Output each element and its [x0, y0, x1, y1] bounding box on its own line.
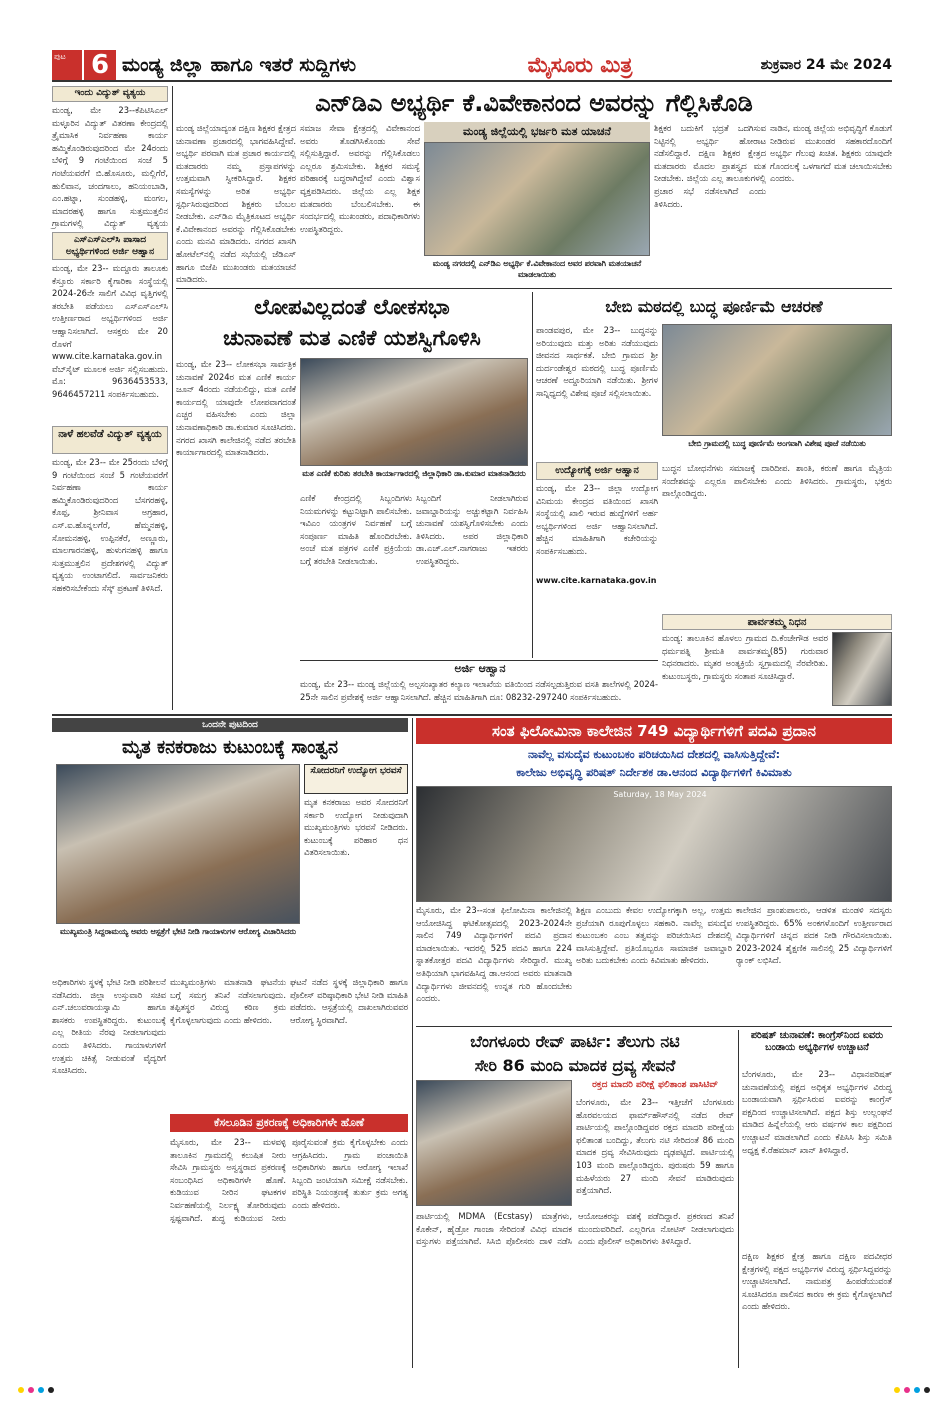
registration-dots	[840, 1378, 930, 1390]
lead-col1: ಮಂಡ್ಯ ಜಿಲ್ಲೆಯಾದ್ಯಂತ ದಕ್ಷಿಣ ಶಿಕ್ಷಕರ ಕ್ಷೇತ್ರದ ಚುನಾವಣಾ ಪ್ರಚಾರದಲ್ಲಿ ಭಾಗವಹಿಸಿದ್ದೇವೆ. ಅಭ್ಯರ್ಥಿ ಪರವಾಗಿ ಮತ ಪ್ರಚಾರ ಕಾರ್ಯದಲ್ಲಿ ಮತದಾರರು ನಮ್ಮ ಪ್ರಸ್ತಾಪಗಳನ್ನು ಉತ್ತಮವಾಗಿ ಸ್ವೀಕರಿಸಿದ್ದಾರೆ. ಶಿಕ್ಷಕರ ಸಮಸ್ಯೆಗಳನ್ನು ಅರಿತ ಅಭ್ಯರ್ಥಿ ಸ್ಪರ್ಧಿಸಿರುವುದರಿಂದ ಶಿಕ್ಷಕರು ಬೆಂಬಲ ನೀಡಬೇಕು. ಎನ್‌ಡಿಎ ಮೈತ್ರಿಕೂಟದ ಅಭ್ಯರ್ಥಿ ಕೆ.ವಿವೇಕಾನಂದ ಅವರನ್ನು ಗೆಲ್ಲಿಸಿಕೊಡಬೇಕು ಎಂದು ಮನವಿ ಮಾಡಿದರು. ನಗರದ ಖಾಸಗಿ ಹೋಟೆಲ್‌ನಲ್ಲಿ ನಡೆದ ಸಭೆಯಲ್ಲಿ ಜೆಡಿಎಸ್ ಹಾಗೂ ಬಿಜೆಪಿ ಮುಖಂಡರು ಮತಯಾಚನೆ ಮಾಡಿದರು.	[176, 123, 296, 285]
kanakaraju-photo	[56, 764, 300, 924]
buddha-photo-caption: ಬೇಬಿ ಗ್ರಾಮದಲ್ಲಿ ಬುದ್ಧ ಪೂರ್ಣಿಮೆ ಅಂಗವಾಗಿ ವಿಶೇಷ ಪೂಜೆ ನಡೆಯಿತು	[688, 439, 866, 448]
page-label-box	[52, 50, 82, 80]
rave-headline-1: ಬೆಂಗಳೂರು ರೇವ್ ಪಾರ್ಟಿ: ತೆಲುಗು ನಟಿ	[470, 1032, 680, 1051]
obituary-portrait	[832, 632, 892, 706]
obituary-text: ಮಂಡ್ಯ: ತಾಲೂಕಿನ ಹೊಳಲು ಗ್ರಾಮದ ದಿ.ಕೆಂಚೇಗೌಡ ಅವರ ಧರ್ಮಪತ್ನಿ ಶ್ರೀಮತಿ ಪಾರ್ವತಮ್ಮ(85) ಗುರುವಾರ ನಿಧನರಾದರು. ಮೃತರ ಅಂತ್ಯಕ್ರಿಯೆ ಸ್ವಗ್ರಾಮದಲ್ಲಿ ನೆರವೇರಿತು. ಕುಟುಂಬಸ್ಥರು, ಗ್ರಾಮಸ್ಥರು ಸಂತಾಪ ಸೂಚಿಸಿದ್ದಾರೆ.	[662, 633, 828, 681]
horizontal-rule	[416, 1026, 892, 1027]
page-number: 6	[84, 50, 116, 80]
philomena-photo	[416, 786, 892, 902]
lokasabha-headline-1: ಲೋಪವಿಲ್ಲದಂತೆ ಲೋಕಸಭಾ	[254, 295, 450, 319]
lokasabha-photo	[300, 358, 528, 466]
philomena-col1: ಮೈಸೂರು, ಮೇ 23--ಸಂತ ಫಿಲೋಮಿನಾ ಕಾಲೇಜಿನಲ್ಲಿ ಆಯೋಜಿಸಿದ್ದ ಘಟಿಕೋತ್ಸವದಲ್ಲಿ 2023-2024ನೇ ಸಾಲಿನ 749 ವಿದ್ಯಾರ್ಥಿಗಳಿಗೆ ಪದವಿ ಪ್ರದಾನ ಮಾಡಲಾಯಿತು. ಇದರಲ್ಲಿ 525 ಪದವಿ ಹಾಗೂ 224 ಸ್ನಾತಕೋತ್ತರ ಪದವಿ ವಿದ್ಯಾರ್ಥಿಗಳು ಸೇರಿದ್ದಾರೆ. ಮುಖ್ಯ ಅತಿಥಿಯಾಗಿ ಭಾಗವಹಿಸಿದ್ದ ಡಾ.ಆನಂದ ಅವರು ಮಾತನಾಡಿ ವಿದ್ಯಾರ್ಥಿಗಳು ಜೀವನದಲ್ಲಿ ಉನ್ನತ ಗುರಿ ಹೊಂದಬೇಕು ಎಂದರು.	[416, 905, 572, 1004]
philomena-col3: ಕಾಲೇಜಿನ ಪ್ರಾಂಶುಪಾಲರು, ಆಡಳಿತ ಮಂಡಳಿ ಸದಸ್ಯರು ಉಪಸ್ಥಿತರಿದ್ದರು. 65% ಅಂಕಗಳೊಂದಿಗೆ ಉತ್ತೀರ್ಣರಾದ ವಿದ್ಯಾರ್ಥಿಗಳಿಗೆ ಚಿನ್ನದ ಪದಕ ನೀಡಿ ಗೌರವಿಸಲಾಯಿತು. 2023-2024 ಶೈಕ್ಷಣಿಕ ಸಾಲಿನಲ್ಲಿ 25 ವಿದ್ಯಾರ್ಥಿಗಳಿಗೆ ರ‍್ಯಾಂಕ್ ಲಭಿಸಿದೆ.	[736, 905, 892, 966]
rave-text2: ಪಾರ್ಟಿಯಲ್ಲಿ MDMA (Ecstasy) ಮಾತ್ರೆಗಳು, ಕೊಕೇನ್, ಹೈಡ್ರೋ ಗಾಂಜಾ ಸೇರಿದಂತೆ ವಿವಿಧ ಮಾದಕ ವಸ್ತುಗಳು ಪತ್ತೆಯಾಗಿವೆ. ಸಿಸಿಬಿ ಪೊಲೀಸರು ದಾಳಿ ನಡೆಸಿ ಆಯೋಜಕರನ್ನು ವಶಕ್ಕೆ ಪಡೆದಿದ್ದಾರೆ. ಪ್ರಕರಣದ ತನಿಖೆ ಮುಂದುವರಿದಿದೆ. ಎಲ್ಲರಿಗೂ ನೋಟಿಸ್ ನೀಡಲಾಗುವುದು ಎಂದು ಪೊಲೀಸ್ ಅಧಿಕಾರಿಗಳು ತಿಳಿಸಿದ್ದಾರೆ.	[416, 1211, 734, 1247]
horizontal-rule	[176, 288, 892, 289]
buddha-text: ಪಾಂಡವಪುರ, ಮೇ 23-- ಬುದ್ಧನನ್ನು ಅರಿಯುವುದು ಮತ್ತು ಅರಿತು ನಡೆಯುವುದು ಜೀವನದ ಸಾರ್ಥಕತೆ. ಬೇಬಿ ಗ್ರಾಮದ ಶ್ರೀ ದುರ್ದಂಡೇಶ್ವರ ಮಠದಲ್ಲಿ ಬುದ್ಧ ಪೂರ್ಣಿಮೆ ಆಚರಣೆ ಅದ್ದೂರಿಯಾಗಿ ನಡೆಯಿತು. ಶ್ರೀಗಳ ಸಾನ್ನಿಧ್ಯದಲ್ಲಿ ವಿಶೇಷ ಪೂಜೆ ಸಲ್ಲಿಸಲಾಯಿತು.	[536, 325, 658, 398]
buddha-text2: ಬುದ್ಧನ ಬೋಧನೆಗಳು ಸಮಾಜಕ್ಕೆ ದಾರಿದೀಪ. ಶಾಂತಿ, ಕರುಣೆ ಹಾಗೂ ಮೈತ್ರಿಯ ಸಂದೇಶವನ್ನು ಎಲ್ಲರೂ ಪಾಲಿಸಬೇಕು ಎಂದು ತಿಳಿಸಿದರು. ಗ್ರಾಮಸ್ಥರು, ಭಕ್ತರು ಪಾಲ್ಗೊಂಡಿದ್ದರು.	[662, 463, 892, 499]
lokasabha-col2: ಎಣಿಕೆ ಕೇಂದ್ರದಲ್ಲಿ ಸಿಬ್ಬಂದಿಗಳು ನಿಯಮಗಳನ್ನು ಕಟ್ಟುನಿಟ್ಟಾಗಿ ಪಾಲಿಸಬೇಕು. ಇವಿಎಂ ಯಂತ್ರಗಳ ನಿರ್ವಹಣೆ ಬಗ್ಗೆ ಸಂಪೂರ್ಣ ಮಾಹಿತಿ ಹೊಂದಿರಬೇಕು. ಅಂಚೆ ಮತ ಪತ್ರಗಳ ಎಣಿಕೆ ಪ್ರಕ್ರಿಯೆಯ ಬಗ್ಗೆ ತರಬೇತಿ ನೀಡಲಾಯಿತು.	[300, 493, 412, 566]
kanakaraju-text3: ಘಟನೆ ನಡೆದ ಸ್ಥಳಕ್ಕೆ ಜಿಲ್ಲಾಧಿಕಾರಿ ಹಾಗೂ ಪೊಲೀಸ್ ವರಿಷ್ಠಾಧಿಕಾರಿ ಭೇಟಿ ನೀಡಿ ಮಾಹಿತಿ ಪಡೆದರು. ಆಸ್ಪತ್ರೆಯಲ್ಲಿ ದಾಖಲಾಗಿರುವವರ ಆರೋಗ್ಯ ಸ್ಥಿರವಾಗಿದೆ.	[290, 977, 408, 1025]
philomena-col2: ಶಿಕ್ಷಣ ಎಂಬುದು ಕೇವಲ ಉದ್ಯೋಗಕ್ಕಾಗಿ ಅಲ್ಲ, ಉತ್ತಮ ಪ್ರಜೆಯಾಗಿ ರೂಪುಗೊಳ್ಳಲು ಸಹಕಾರಿ. ನಾವೆಲ್ಲ ವಸುದೈವ ಕುಟುಂಬಕಂ ಎಂಬ ತತ್ವವನ್ನು ಪರಿಚಯಿಸಿದ ದೇಶದಲ್ಲಿ ವಾಸಿಸುತ್ತಿದ್ದೇವೆ. ಪ್ರತಿಯೊಬ್ಬರೂ ಸಾಮಾಜಿಕ ಜವಾಬ್ದಾರಿ ಅರಿತು ಬದುಕಬೇಕು ಎಂದು ಕಿವಿಮಾತು ಹೇಳಿದರು.	[576, 905, 732, 966]
nale-text: ಮಂಡ್ಯ, ಮೇ 23-- ಮೇ 25ರಂದು ಬೆಳಿಗ್ಗೆ 9 ಗಂಟೆಯಿಂದ ಸಂಜೆ 5 ಗಂಟೆಯವರೆಗೆ ನಿರ್ವಹಣಾ ಕಾರ್ಯ ಹಮ್ಮಿಕೊಂಡಿರುವುದರಿಂದ ಬೆಸಗರಹಳ್ಳಿ, ಕೊಪ್ಪ, ಶ್ರೀನಿವಾಸ ಅಗ್ರಹಾರ, ಎಸ್.ಐ.ಹೊನ್ನಲಗೆರೆ, ಹೆಮ್ಮನಹಳ್ಳಿ, ಸೋಮನಹಳ್ಳಿ, ಉಪ್ಪಿನಕೆರೆ, ಅಣ್ಣೂರು, ಮಾಲಗಾರನಹಳ್ಳಿ, ಹುಳುಗನಹಳ್ಳಿ ಹಾಗೂ ಸುತ್ತಮುತ್ತಲಿನ ಪ್ರದೇಶಗಳಲ್ಲಿ ವಿದ್ಯುತ್ ವ್ಯತ್ಯಯ ಉಂಟಾಗಲಿದೆ. ಸಾರ್ವಜನಿಕರು ಸಹಕರಿಸಬೇಕೆಂದು ಸೆಸ್ಕ್ ಪ್ರಕಟಣೆ ತಿಳಿಸಿದೆ.	[52, 457, 168, 593]
kanakaraju-headline: ಮೃತ ಕನಕರಾಜು ಕುಟುಂಬಕ್ಕೆ ಸಾಂತ್ವನ	[121, 737, 339, 758]
rave-subhead: ರಕ್ತದ ಮಾದರಿ ಪರೀಕ್ಷೆ ಫಲಿತಾಂಶ ಪಾಸಿಟಿವ್	[592, 1080, 718, 1090]
obituary-heading: ಪಾರ್ವತಮ್ಮ ನಿಧನ	[662, 614, 892, 630]
congress-text2: ದಕ್ಷಿಣ ಶಿಕ್ಷಕರ ಕ್ಷೇತ್ರ ಹಾಗೂ ದಕ್ಷಿಣ ಪದವೀಧರ ಕ್ಷೇತ್ರಗಳಲ್ಲಿ ಪಕ್ಷದ ಅಭ್ಯರ್ಥಿಗಳ ವಿರುದ್ಧ ಸ್ಪರ್ಧಿಸಿದ್ದವರನ್ನು ಉಚ್ಚಾಟಿಸಲಾಗಿದೆ. ನಾಮಪತ್ರ ಹಿಂಪಡೆಯುವಂತೆ ಸೂಚಿಸಿದರೂ ಪಾಲಿಸದ ಕಾರಣ ಈ ಕ್ರಮ ಕೈಗೊಳ್ಳಲಾಗಿದೆ ಎಂದು ಹೇಳಿದರು.	[742, 1251, 892, 1312]
sslc-text: ಮಂಡ್ಯ, ಮೇ 23-- ಮದ್ದೂರು ತಾಲೂಕು ಕೆಸ್ತೂರು ಸರ್ಕಾರಿ ಕೈಗಾರಿಕಾ ಸಂಸ್ಥೆಯಲ್ಲಿ 2024-26ನೇ ಸಾಲಿಗೆ ವಿವಿಧ ವೃತ್ತಿಗಳಲ್ಲಿ ತರಬೇತಿ ಪಡೆಯಲು ಎಸ್‌ಎಸ್‌ಎಲ್‌ಸಿ ಉತ್ತೀರ್ಣರಾದ ಅಭ್ಯರ್ಥಿಗಳಿಂದ ಅರ್ಜಿ ಆಹ್ವಾನಿಸಲಾಗಿದೆ. ಆಸಕ್ತರು ಮೇ 20 ರೊಳಗೆ www.cite.karnataka.gov.in ವೆಬ್‌ಸೈಟ್ ಮೂಲಕ ಅರ್ಜಿ ಸಲ್ಲಿಸಬಹುದು. ಮೊ: 9636453533, 9646457211 ಸಂಪರ್ಕಿಸಬಹುದು.	[52, 263, 168, 399]
arji-text: ಮಂಡ್ಯ, ಮೇ 23-- ಮಂಡ್ಯ ಜಿಲ್ಲೆಯಲ್ಲಿ ಅಲ್ಪಸಂಖ್ಯಾತರ ಕಲ್ಯಾಣ ಇಲಾಖೆಯ ವತಿಯಿಂದ ನಡೆಸಲ್ಪಡುತ್ತಿರುವ ವಸತಿ ಶಾಲೆಗಳಲ್ಲಿ 2024-25ನೇ ಸಾಲಿನ ಪ್ರವೇಶಕ್ಕೆ ಅರ್ಜಿ ಆಹ್ವಾನಿಸಲಾಗಿದೆ. ಹೆಚ್ಚಿನ ಮಾಹಿತಿಗಾಗಿ ದೂ: 08232-297240 ಸಂಪರ್ಕಿಸಬಹುದು.	[300, 679, 658, 702]
lokasabha-photo-caption: ಮತ ಎಣಿಕೆ ಕುರಿತು ತರಬೇತಿ ಕಾರ್ಯಾಗಾರದಲ್ಲಿ ಜಿಲ್ಲಾಧಿಕಾರಿ ಡಾ.ಕುಮಾರ ಮಾತನಾಡಿದರು	[302, 469, 526, 478]
rave-photo	[416, 1080, 572, 1206]
continued-band: ಒಂದನೇ ಪುಟದಿಂದ	[52, 718, 408, 732]
job-assurance-text: ಮೃತ ಕನಕರಾಜು ಅವರ ಸೋದರನಿಗೆ ಸರ್ಕಾರಿ ಉದ್ಯೋಗ ನೀಡುವುದಾಗಿ ಮುಖ್ಯಮಂತ್ರಿಗಳು ಭರವಸೆ ನೀಡಿದರು. ಕುಟುಂಬಕ್ಕೆ ಪರಿಹಾರ ಧನ ವಿತರಿಸಲಾಯಿತು.	[304, 797, 408, 858]
congress-text: ಬೆಂಗಳೂರು, ಮೇ 23-- ವಿಧಾನಪರಿಷತ್ ಚುನಾವಣೆಯಲ್ಲಿ ಪಕ್ಷದ ಅಧಿಕೃತ ಅಭ್ಯರ್ಥಿಗಳ ವಿರುದ್ಧ ಬಂಡಾಯವಾಗಿ ಸ್ಪರ್ಧಿಸಿರುವ ಐವರನ್ನು ಕಾಂಗ್ರೆಸ್ ಪಕ್ಷದಿಂದ ಉಚ್ಚಾಟಿಸಲಾಗಿದೆ. ಪಕ್ಷದ ಶಿಸ್ತು ಉಲ್ಲಂಘನೆ ಮಾಡಿದ ಹಿನ್ನೆಲೆಯಲ್ಲಿ ಆರು ವರ್ಷಗಳ ಕಾಲ ಪಕ್ಷದಿಂದ ಉಚ್ಚಾಟನೆ ಮಾಡಲಾಗಿದೆ ಎಂದು ಕೆಪಿಸಿಸಿ ಶಿಸ್ತು ಸಮಿತಿ ಅಧ್ಯಕ್ಷ ಕೆ.ರೆಹಮಾನ್ ಖಾನ್ ತಿಳಿಸಿದ್ದಾರೆ.	[742, 1069, 892, 1155]
section-title: ಮಂಡ್ಯ ಜಿಲ್ಲಾ ಹಾಗೂ ಇತರೆ ಸುದ್ದಿಗಳು	[122, 54, 356, 76]
column-rule	[532, 292, 533, 658]
lead-col2: ಸಮಾಜ ಸೇವಾ ಕ್ಷೇತ್ರದಲ್ಲಿ ವಿವೇಕಾನಂದ ಅವರು ತೊಡಗಿಸಿಕೊಂಡು ಸೇವೆ ಸಲ್ಲಿಸುತ್ತಿದ್ದಾರೆ. ಅವರನ್ನು ಗೆಲ್ಲಿಸಿಕೊಡಲು ಎಲ್ಲರೂ ಶ್ರಮಿಸಬೇಕು. ಶಿಕ್ಷಕರ ಸಮಸ್ಯೆ ಪರಿಹಾರಕ್ಕೆ ಬದ್ಧರಾಗಿದ್ದೇವೆ ಎಂದು ವಿಶ್ವಾಸ ವ್ಯಕ್ತಪಡಿಸಿದರು. ಜಿಲ್ಲೆಯ ಎಲ್ಲ ಶಿಕ್ಷಕ ಮತದಾರರು ಬೆಂಬಲಿಸಬೇಕು. ಈ ಸಂದರ್ಭದಲ್ಲಿ ಮುಖಂಡರು, ಪದಾಧಿಕಾರಿಗಳು ಉಪಸ್ಥಿತರಿದ್ದರು.	[300, 123, 420, 234]
column-rule	[412, 718, 413, 1368]
registration-dots	[18, 1378, 108, 1390]
rave-text: ಬೆಂಗಳೂರು, ಮೇ 23-- ಇತ್ತೀಚೆಗೆ ಬೆಂಗಳೂರು ಹೊರವಲಯದ ಫಾರ್ಮ್‌ಹೌಸ್‌ನಲ್ಲಿ ನಡೆದ ರೇವ್ ಪಾರ್ಟಿಯಲ್ಲಿ ಪಾಲ್ಗೊಂಡಿದ್ದವರ ರಕ್ತದ ಮಾದರಿ ಪರೀಕ್ಷೆಯ ಫಲಿತಾಂಶ ಬಂದಿದ್ದು, ತೆಲುಗು ನಟಿ ಸೇರಿದಂತೆ 86 ಮಂದಿ ಮಾದಕ ದ್ರವ್ಯ ಸೇವಿಸಿರುವುದು ದೃಢಪಟ್ಟಿದೆ. ಪಾರ್ಟಿಯಲ್ಲಿ 103 ಮಂದಿ ಪಾಲ್ಗೊಂಡಿದ್ದರು. ಪುರುಷರು 59 ಹಾಗೂ ಮಹಿಳೆಯರು 27 ಮಂದಿ ಸೇವನೆ ಮಾಡಿರುವುದು ಪತ್ತೆಯಾಗಿದೆ.	[576, 1097, 734, 1196]
congress-headline: ಪರಿಷತ್ ಚುನಾವಣೆ: ಕಾಂಗ್ರೆಸ್‌ನಿಂದ ಐವರು ಬಂಡಾಯ ಅಭ್ಯರ್ಥಿಗಳ ಉಚ್ಚಾಟನೆ	[750, 1030, 884, 1053]
lead-col3: ಶಿಕ್ಷಕರ ಬದುಕಿಗೆ ಭದ್ರತೆ ಒದಗಿಸುವ ನಿಟ್ಟಿನಲ್ಲಿ ಅಭ್ಯರ್ಥಿ ಹೋರಾಟ ನಡೆಸಲಿದ್ದಾರೆ. ದಕ್ಷಿಣ ಶಿಕ್ಷಕರ ಕ್ಷೇತ್ರದ ಮತದಾರರು ಮೊದಲ ಪ್ರಾಶಸ್ತ್ಯದ ಮತ ನೀಡಬೇಕು. ಜಿಲ್ಲೆಯ ಎಲ್ಲ ತಾಲೂಕುಗಳಲ್ಲಿ ಪ್ರಚಾರ ಸಭೆ ನಡೆಸಲಾಗಿದೆ ಎಂದು ತಿಳಿಸಿದರು.	[654, 123, 766, 209]
horizontal-rule	[52, 714, 892, 716]
philomena-photo-banner: Saturday, 18 May 2024	[613, 790, 707, 799]
philomena-subhead-2: ಕಾಲೇಜು ಅಭಿವೃದ್ಧಿ ಪರಿಷತ್ ನಿರ್ದೇಶಕ ಡಾ.ಆನಂದ ವಿದ್ಯಾರ್ಥಿಗಳಿಗೆ ಕಿವಿಮಾತು	[516, 766, 792, 779]
power-cut-heading: ಇಂದು ವಿದ್ಯುತ್ ವ್ಯತ್ಯಯ	[52, 86, 168, 102]
lead-photo-caption: ಮಂಡ್ಯ ನಗರದಲ್ಲಿ ಎನ್‌ಡಿಎ ಅಭ್ಯರ್ಥಿ ಕೆ.ವಿವೇಕಾನಂದ ಅವರ ಪರವಾಗಿ ಮತಯಾಚನೆ ಮಾಡಲಾಯಿತು	[432, 259, 642, 279]
newspaper-brand: ಮೈಸೂರು ಮಿತ್ರ	[527, 52, 633, 77]
kanakaraju-text: ಅಧಿಕಾರಿಗಳು ಸ್ಥಳಕ್ಕೆ ಭೇಟಿ ನೀಡಿ ಪರಿಶೀಲನೆ ನಡೆಸಿದರು. ಜಿಲ್ಲಾ ಉಸ್ತುವಾರಿ ಸಚಿವ ಎನ್.ಚಲುವರಾಯಸ್ವಾಮಿ ಹಾಗೂ ಶಾಸಕರು ಉಪಸ್ಥಿತರಿದ್ದರು. ಕುಟುಂಬಕ್ಕೆ ಎಲ್ಲ ರೀತಿಯ ನೆರವು ನೀಡಲಾಗುವುದು ಎಂದು ತಿಳಿಸಿದರು. ಗಾಯಾಳುಗಳಿಗೆ ಉತ್ತಮ ಚಿಕಿತ್ಸೆ ನೀಡುವಂತೆ ವೈದ್ಯರಿಗೆ ಸೂಚಿಸಿದರು.	[52, 977, 166, 1076]
philomena-subhead-1: ನಾವೆಲ್ಲ ವಸುದೈವ ಕುಟುಂಬಕಂ ಪರಿಚಯಿಸಿದ ದೇಶದಲ್ಲಿ ವಾಸಿಸುತ್ತಿದ್ದೇವೆ:	[528, 748, 780, 761]
job-text: ಮಂಡ್ಯ, ಮೇ 23-- ಜಿಲ್ಲಾ ಉದ್ಯೋಗ ವಿನಿಮಯ ಕೇಂದ್ರದ ವತಿಯಿಂದ ಖಾಸಗಿ ಸಂಸ್ಥೆಯಲ್ಲಿ ಖಾಲಿ ಇರುವ ಹುದ್ದೆಗಳಿಗೆ ಅರ್ಹ ಅಭ್ಯರ್ಥಿಗಳಿಂದ ಅರ್ಜಿ ಆಹ್ವಾನಿಸಲಾಗಿದೆ. ಹೆಚ್ಚಿನ ಮಾಹಿತಿಗಾಗಿ ಕಚೇರಿಯನ್ನು ಸಂಪರ್ಕಿಸಬಹುದು.	[536, 483, 658, 556]
job-assurance-heading: ಸೋದರನಿಗೆ ಉದ್ಯೋಗ ಭರವಸೆ	[304, 764, 408, 794]
job-url: www.cite.karnataka.gov.in	[536, 576, 657, 585]
lokasabha-headline-2: ಚುನಾವಣೆ ಮತ ಎಣಿಕೆ ಯಶಸ್ವಿಗೊಳಿಸಿ	[223, 326, 481, 350]
job-heading: ಉದ್ಯೋಗಕ್ಕೆ ಅರ್ಜಿ ಆಹ್ವಾನ	[536, 462, 658, 480]
lead-photo-title: ಮಂಡ್ಯ ಜಿಲ್ಲೆಯಲ್ಲಿ ಭರ್ಜರಿ ಮತ ಯಾಚನೆ	[424, 122, 650, 142]
philomena-headline: ಸಂತ ಫಿಲೋಮಿನಾ ಕಾಲೇಜಿನ 749 ವಿದ್ಯಾರ್ಥಿಗಳಿಗೆ ಪದವಿ ಪ್ರದಾನ	[416, 718, 892, 744]
buddha-headline: ಬೇಬಿ ಮಠದಲ್ಲಿ ಬುದ್ಧ ಪೂರ್ಣಿಮೆ ಆಚರಣೆ	[605, 297, 823, 316]
kesaru-headline: ಕೆಸಲೂಡಿನ ಪ್ರಕರಣಕ್ಕೆ ಅಧಿಕಾರಿಗಳೇ ಹೊಣೆ	[170, 1114, 408, 1132]
kanakaraju-photo-caption: ಮುಖ್ಯಮಂತ್ರಿ ಸಿದ್ದರಾಮಯ್ಯ ಅವರು ಆಸ್ಪತ್ರೆಗೆ ಭೇಟಿ ನೀಡಿ ಗಾಯಾಳುಗಳ ಆರೋಗ್ಯ ವಿಚಾರಿಸಿದರು	[59, 927, 297, 936]
arji-heading: ಅರ್ಜಿ ಆಹ್ವಾನ	[454, 662, 506, 675]
lead-photo	[424, 142, 650, 256]
lead-col4: ನಾಡಿನ, ಮಂಡ್ಯ ಜಿಲ್ಲೆಯ ಅಭಿವೃದ್ಧಿಗೆ ಕೊಡುಗೆ ನೀಡಿರುವ ಮುಖಂಡರ ಸಹಕಾರದೊಂದಿಗೆ ಅಭ್ಯರ್ಥಿ ಗೆಲುವು ಖಚಿತ. ಶಿಕ್ಷಕರು ಯಾವುದೇ ಗೊಂದಲಕ್ಕೆ ಒಳಗಾಗದೆ ಮತ ಚಲಾಯಿಸಬೇಕು ಎಂದರು.	[770, 123, 892, 184]
lead-headline: ಎನ್‌ಡಿಎ ಅಭ್ಯರ್ಥಿ ಕೆ.ವಿವೇಕಾನಂದ ಅವರನ್ನು ಗೆಲ್ಲಿಸಿಕೊಡಿ	[315, 89, 753, 117]
power-cut-text: ಮಂಡ್ಯ, ಮೇ 23--ಕೆಪಿಟಿಸಿಎಲ್ ಮಳ್ಳೂರಿನ ವಿದ್ಯುತ್ ವಿತರಣಾ ಕೇಂದ್ರದಲ್ಲಿ ತ್ರೈಮಾಸಿಕ ನಿರ್ವಹಣಾ ಕಾರ್ಯ ಹಮ್ಮಿಕೊಂಡಿರುವುದರಿಂದ ಮೇ 24ರಂದು ಬೆಳಿಗ್ಗೆ 9 ಗಂಟೆಯಿಂದ ಸಂಜೆ 5 ಗಂಟೆಯವರೆಗೆ ಬಿ.ಹೊಸೂರು, ಮಲ್ಲಿಗೆರೆ, ಹುಲಿವಾನ, ಚಂದಗಾಲು, ಹನಿಯಂಬಾಡಿ, ಎಂ.ಹಟ್ನಾ, ಸುಂಡಹಳ್ಳಿ, ಮಂಗಲ, ಮಾದರಹಳ್ಳಿ ಹಾಗೂ ಸುತ್ತಮುತ್ತಲಿನ ಗ್ರಾಮಗಳಲ್ಲಿ ವಿದ್ಯುತ್ ವ್ಯತ್ಯಯ	[52, 105, 168, 229]
sslc-heading: ಎಸ್‌ಎಸ್‌ಎಲ್‌ಸಿ ಪಾಸಾದ ಅಭ್ಯರ್ಥಿಗಳಿಂದ ಅರ್ಜಿ ಆಹ್ವಾನ	[52, 232, 168, 260]
lokasabha-col1: ಮಂಡ್ಯ, ಮೇ 23-- ಲೋಕಸಭಾ ಸಾರ್ವತ್ರಿಕ ಚುನಾವಣೆ 2024ರ ಮತ ಎಣಿಕೆ ಕಾರ್ಯ ಜೂನ್ 4ರಂದು ನಡೆಯಲಿದ್ದು, ಮತ ಎಣಿಕೆ ಕಾರ್ಯದಲ್ಲಿ ಯಾವುದೇ ಲೋಪವಾಗದಂತೆ ಎಚ್ಚರ ವಹಿಸಬೇಕು ಎಂದು ಜಿಲ್ಲಾ ಚುನಾವಣಾಧಿಕಾರಿ ಡಾ.ಕುಮಾರ ಸೂಚಿಸಿದರು. ನಗರದ ಖಾಸಗಿ ಕಾಲೇಜಿನಲ್ಲಿ ನಡೆದ ತರಬೇತಿ ಕಾರ್ಯಾಗಾರದಲ್ಲಿ ಮಾತನಾಡಿದರು.	[176, 359, 296, 458]
column-rule	[738, 1030, 739, 1368]
buddha-photo	[662, 324, 892, 436]
page-label: ಪುಟ	[54, 52, 66, 61]
lokasabha-col3: ಸಿಬ್ಬಂದಿಗೆ ನೀಡಲಾಗಿರುವ ಜವಾಬ್ದಾರಿಯನ್ನು ಅಚ್ಚುಕಟ್ಟಾಗಿ ನಿರ್ವಹಿಸಿ ಚುನಾವಣೆ ಯಶಸ್ವಿಗೊಳಿಸಬೇಕು ಎಂದು ತಿಳಿಸಿದರು. ಅಪರ ಜಿಲ್ಲಾಧಿಕಾರಿ ಡಾ.ಎಚ್.ಎಲ್.ನಾಗರಾಜು ಇತರರು ಉಪಸ್ಥಿತರಿದ್ದರು.	[416, 493, 528, 566]
rave-headline-2: ಸೇರಿ 86 ಮಂದಿ ಮಾದಕ ದ್ರವ್ಯ ಸೇವನೆ	[474, 1056, 676, 1075]
column-rule	[172, 86, 173, 710]
issue-date: ಶುಕ್ರವಾರ 24 ಮೇ 2024	[760, 57, 892, 73]
horizontal-rule	[300, 660, 658, 661]
nale-heading: ನಾಳೆ ಹಲವೆಡೆ ವಿದ್ಯುತ್ ವ್ಯತ್ಯಯ	[52, 426, 168, 454]
kesaru-text: ಮೈಸೂರು, ಮೇ 23-- ಮಳವಳ್ಳಿ ತಾಲೂಕಿನ ಗ್ರಾಮದಲ್ಲಿ ಕಲುಷಿತ ನೀರು ಸೇವಿಸಿ ಗ್ರಾಮಸ್ಥರು ಅಸ್ವಸ್ಥರಾದ ಪ್ರಕರಣಕ್ಕೆ ಸಂಬಂಧಿಸಿದ ಅಧಿಕಾರಿಗಳೇ ಹೊಣೆ. ಕುಡಿಯುವ ನೀರಿನ ಘಟಕಗಳ ನಿರ್ವಹಣೆಯಲ್ಲಿ ನಿರ್ಲಕ್ಷ್ಯ ತೋರಿರುವುದು ಸ್ಪಷ್ಟವಾಗಿದೆ. ಶುದ್ಧ ಕುಡಿಯುವ ನೀರು ಪೂರೈಸುವಂತೆ ಕ್ರಮ ಕೈಗೊಳ್ಳಬೇಕು ಎಂದು ಆಗ್ರಹಿಸಿದರು. ಗ್ರಾಮ ಪಂಚಾಯಿತಿ ಅಧಿಕಾರಿಗಳು ಹಾಗೂ ಆರೋಗ್ಯ ಇಲಾಖೆ ಸಿಬ್ಬಂದಿ ಜಂಟಿಯಾಗಿ ಸಮೀಕ್ಷೆ ನಡೆಸಬೇಕು. ಪರಿಸ್ಥಿತಿ ನಿಯಂತ್ರಣಕ್ಕೆ ತುರ್ತು ಕ್ರಮ ಅಗತ್ಯ ಎಂದು ಹೇಳಿದರು.	[170, 1137, 408, 1223]
kanakaraju-text2: ಮುಖ್ಯಮಂತ್ರಿಗಳು ಮಾತನಾಡಿ ಘಟನೆಯ ಬಗ್ಗೆ ಸಮಗ್ರ ತನಿಖೆ ನಡೆಸಲಾಗುವುದು. ತಪ್ಪಿತಸ್ಥರ ವಿರುದ್ಧ ಕಠಿಣ ಕ್ರಮ ಕೈಗೊಳ್ಳಲಾಗುವುದು ಎಂದು ಹೇಳಿದರು.	[170, 977, 286, 1025]
